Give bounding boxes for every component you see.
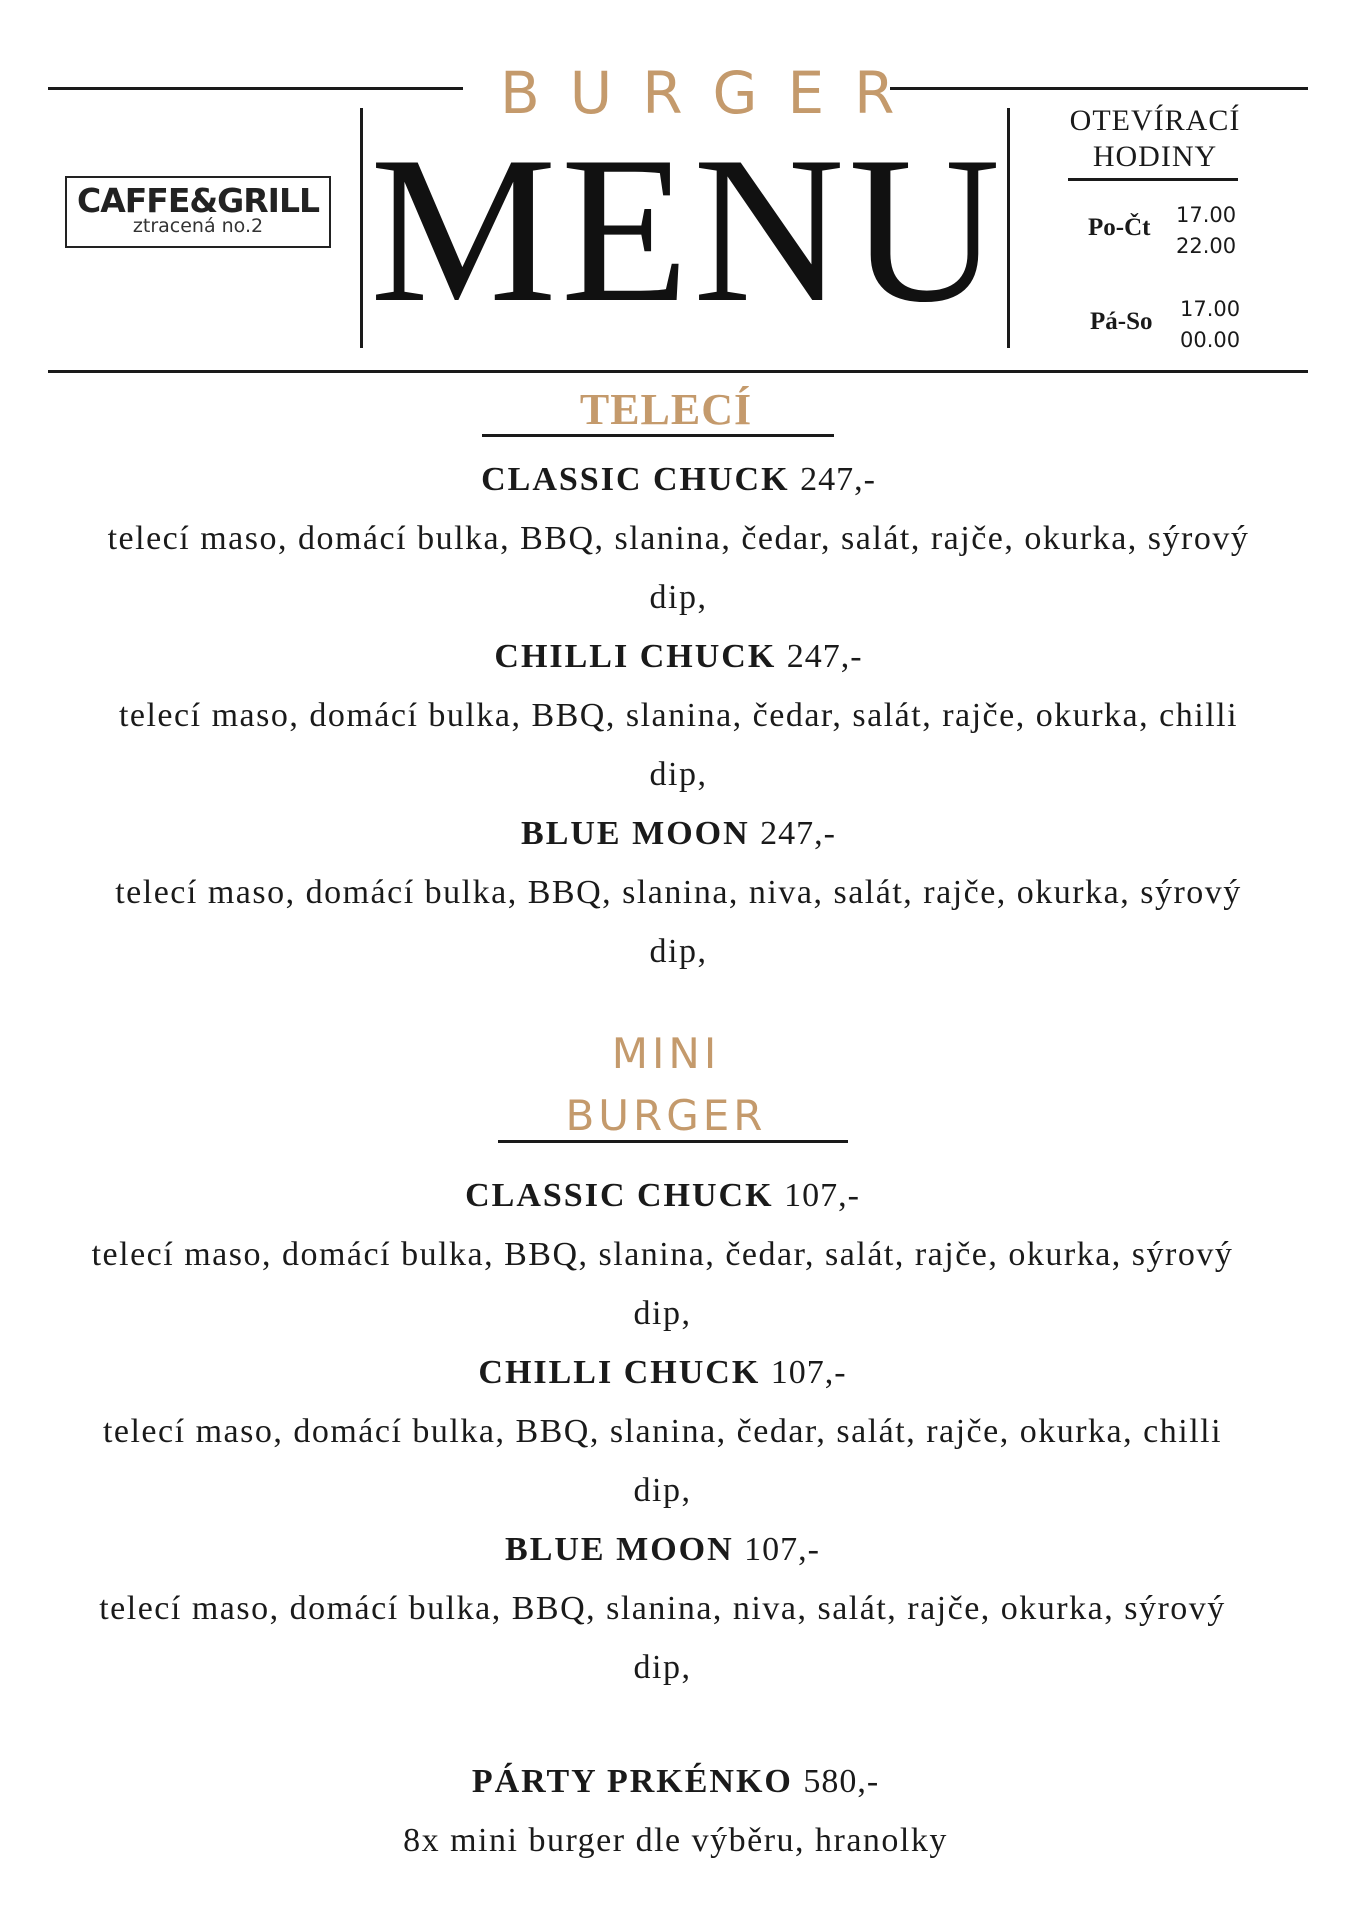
item-price: 247,- [760, 815, 836, 852]
section-title-mini-burger [0, 1023, 1332, 1147]
item-name: CLASSIC CHUCK 107,- [465, 1177, 860, 1214]
hours-days-weekday: Po-Čt [1088, 214, 1151, 241]
hours-days-weekend: Pá-So [1090, 308, 1153, 335]
header-rule-right [890, 87, 1308, 90]
hours-close-weekday: 22.00 [1176, 234, 1237, 258]
party-board [0, 1752, 1354, 1870]
item-description: telecí maso, domácí bulka, BBQ, slanina, čedar, salát, rajče, okurka, sýrový dip, [91, 1236, 1234, 1332]
section-title-line2: BURGER [565, 1091, 767, 1140]
section-rule-teleci [482, 434, 834, 437]
logo-address: ztracená no.2 [132, 215, 264, 237]
header-divider-left [360, 108, 363, 348]
opening-hours-title-line2: HODINY [1092, 140, 1218, 173]
item-name: CHILLI CHUCK 107,- [478, 1354, 847, 1391]
header-rule-bottom [48, 370, 1308, 373]
header-rule-left [48, 87, 463, 90]
opening-hours-title [1055, 103, 1255, 175]
section-title-teleci: TELECÍ [579, 385, 753, 434]
item-description: telecí maso, domácí bulka, BBQ, slanina, čedar, salát, rajče, okurka, chilli dip, [118, 697, 1239, 793]
hours-open-weekend: 17.00 [1180, 297, 1241, 321]
logo [65, 176, 331, 248]
hours-times-weekend [1180, 294, 1240, 356]
item-price: 107,- [770, 1354, 847, 1391]
section-title-line1: MINI [611, 1029, 721, 1078]
opening-hours-title-line1: OTEVÍRACÍ [1069, 104, 1241, 137]
menu-title: MENU [370, 114, 1005, 346]
item-name: CLASSIC CHUCK 247,- [481, 461, 876, 498]
item-description: telecí maso, domácí bulka, BBQ, slanina, čedar, salát, rajče, okurka, chilli dip, [102, 1413, 1223, 1509]
party-board-name: PÁRTY PRKÉNKO 580,- [471, 1763, 880, 1800]
header-divider-right [1007, 108, 1010, 348]
hours-times-weekday [1176, 200, 1236, 262]
item-price: 247,- [786, 638, 863, 675]
opening-hours-rule [1068, 178, 1238, 181]
party-board-price: 580,- [803, 1763, 880, 1800]
item-name: CHILLI CHUCK 247,- [494, 638, 863, 675]
logo-name: CAFFE&GRILL [77, 181, 319, 220]
section-items-mini-burger [0, 1166, 1341, 1697]
party-board-description: 8x mini burger dle výběru, hranolky [403, 1822, 948, 1859]
item-price: 107,- [744, 1531, 820, 1568]
item-price: 247,- [800, 461, 876, 498]
section-rule-mini-burger [498, 1140, 848, 1143]
item-name: BLUE MOON 247,- [521, 815, 836, 852]
burger-heading: BURGER [500, 59, 925, 127]
item-description: telecí maso, domácí bulka, BBQ, slanina, niva, salát, rajče, okurka, sýrový dip, [99, 1590, 1226, 1686]
item-price: 107,- [784, 1177, 860, 1214]
section-items-teleci [0, 450, 1357, 981]
item-name: BLUE MOON 107,- [505, 1531, 820, 1568]
item-description: telecí maso, domácí bulka, BBQ, slanina, čedar, salát, rajče, okurka, sýrový dip, [107, 520, 1250, 616]
hours-close-weekend: 00.00 [1180, 328, 1241, 352]
hours-open-weekday: 17.00 [1176, 203, 1237, 227]
item-description: telecí maso, domácí bulka, BBQ, slanina, niva, salát, rajče, okurka, sýrový dip, [115, 874, 1242, 970]
